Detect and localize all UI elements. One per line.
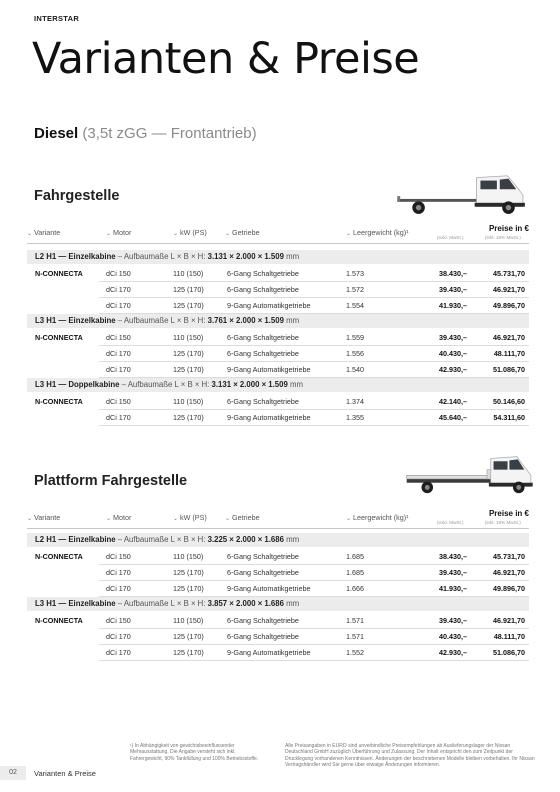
cell-price-net: 39.430,– xyxy=(439,568,467,577)
price-sub-net: (exkl. MwSt.) xyxy=(437,520,464,525)
col-getriebe: ⌄ Getriebe xyxy=(225,228,260,237)
cell-getriebe: 6-Gang Schaltgetriebe xyxy=(227,333,299,342)
col-getriebe: ⌄ Getriebe xyxy=(225,513,260,522)
cell-motor: dCi 150 xyxy=(106,269,131,278)
col-leergewicht: ⌄ Leergewicht (kg)¹ xyxy=(346,228,409,237)
group-header xyxy=(27,597,529,611)
table-row xyxy=(27,629,529,645)
cell-leergewicht: 1.572 xyxy=(346,285,364,294)
cell-motor: dCi 170 xyxy=(106,584,131,593)
cell-getriebe: 9-Gang Automatikgetriebe xyxy=(227,648,311,657)
cell-leergewicht: 1.571 xyxy=(346,616,364,625)
cell-kw: 125 (170) xyxy=(173,648,204,657)
col-preise: Preise in € xyxy=(488,509,529,518)
cell-kw: 125 (170) xyxy=(173,349,204,358)
group-header xyxy=(27,314,529,328)
cell-kw: 125 (170) xyxy=(173,285,204,294)
cell-leergewicht: 1.554 xyxy=(346,301,364,310)
chevron-down-icon: ⌄ xyxy=(27,231,33,237)
cell-motor: dCi 170 xyxy=(106,413,131,422)
chassis-truck-image xyxy=(389,168,539,226)
col-leergewicht: ⌄ Leergewicht (kg)¹ xyxy=(346,513,409,522)
cell-price-gross: 46.921,70 xyxy=(493,568,525,577)
cell-getriebe: 9-Gang Automatikgetriebe xyxy=(227,301,311,310)
section-title: Plattform Fahrgestelle xyxy=(34,473,188,489)
cell-price-gross: 50.146,60 xyxy=(493,397,525,406)
table-row xyxy=(27,266,529,282)
cell-kw: 125 (170) xyxy=(173,301,204,310)
table-row xyxy=(27,549,529,565)
cell-getriebe: 9-Gang Automatikgetriebe xyxy=(227,413,311,422)
cell-getriebe: 6-Gang Schaltgetriebe xyxy=(227,616,299,625)
cell-getriebe: 9-Gang Automatikgetriebe xyxy=(227,584,311,593)
group-label: – Aufbaumaße L × B × H: xyxy=(115,316,208,325)
price-sub-gross: (inkl. 19% MwSt.) xyxy=(485,235,521,240)
group-name: L2 H1 — Einzelkabine xyxy=(35,535,116,544)
cell-motor: dCi 170 xyxy=(106,301,131,310)
group-name: L3 H1 — Doppelkabine xyxy=(35,380,120,389)
cell-kw: 125 (170) xyxy=(173,632,204,641)
subtitle-fuel: Diesel xyxy=(34,125,79,142)
chevron-down-icon: ⌄ xyxy=(173,516,179,522)
cell-motor: dCi 170 xyxy=(106,648,131,657)
cell-leergewicht: 1.685 xyxy=(346,552,364,561)
page-title: Varianten & Preise xyxy=(32,34,420,84)
cell-price-net: 39.430,– xyxy=(439,333,467,342)
group-label: – Aufbaumaße L × B × H: xyxy=(115,535,208,544)
cell-motor: dCi 170 xyxy=(106,285,131,294)
cell-leergewicht: 1.559 xyxy=(346,333,364,342)
cell-kw: 110 (150) xyxy=(173,397,204,406)
cell-price-gross: 49.896,70 xyxy=(493,301,525,310)
group-unit: mm xyxy=(287,380,303,389)
cell-price-gross: 51.086,70 xyxy=(493,648,525,657)
section-plattform-fahrgestelle xyxy=(27,465,529,675)
cell-price-gross: 46.921,70 xyxy=(493,285,525,294)
page-number: 02 xyxy=(0,766,26,780)
group-dimensions: 3.131 × 2.000 × 1.509 xyxy=(207,252,284,261)
chevron-down-icon: ⌄ xyxy=(225,231,231,237)
cell-price-gross: 54.311,60 xyxy=(493,413,525,422)
cell-kw: 125 (170) xyxy=(173,584,204,593)
price-sub-net: (exkl. MwSt.) xyxy=(437,235,464,240)
col-preise: Preise in € xyxy=(488,224,529,233)
cell-price-net: 42.930,– xyxy=(439,365,467,374)
chevron-down-icon: ⌄ xyxy=(173,231,179,237)
table-row xyxy=(27,394,529,410)
table-row xyxy=(27,362,529,378)
row-divider xyxy=(99,660,529,661)
col-kw: ⌄ kW (PS) xyxy=(173,513,207,522)
cell-price-net: 41.930,– xyxy=(439,301,467,310)
cell-kw: 110 (150) xyxy=(173,552,204,561)
cell-motor: dCi 170 xyxy=(106,365,131,374)
group-header xyxy=(27,533,529,547)
cell-variant: N-CONNECTA xyxy=(35,552,83,561)
table-row xyxy=(27,645,529,661)
group-unit: mm xyxy=(283,252,300,261)
cell-price-gross: 48.111,70 xyxy=(493,349,525,358)
table-row xyxy=(27,565,529,581)
cell-price-net: 38.430,– xyxy=(439,552,467,561)
cell-kw: 110 (150) xyxy=(173,269,204,278)
cell-price-gross: 46.921,70 xyxy=(493,333,525,342)
table-row xyxy=(27,581,529,597)
table-row xyxy=(27,346,529,362)
cell-kw: 125 (170) xyxy=(173,413,204,422)
cell-price-net: 41.930,– xyxy=(439,584,467,593)
cell-kw: 125 (170) xyxy=(173,365,204,374)
cell-price-gross: 45.731,70 xyxy=(493,552,525,561)
cell-motor: dCi 170 xyxy=(106,632,131,641)
chevron-down-icon: ⌄ xyxy=(225,516,231,522)
col-motor: ⌄ Motor xyxy=(106,228,132,237)
section-fahrgestelle xyxy=(27,180,529,430)
cell-getriebe: 6-Gang Schaltgetriebe xyxy=(227,632,299,641)
chevron-down-icon: ⌄ xyxy=(346,231,352,237)
group-label: – Aufbaumaße L × B × H: xyxy=(115,599,208,608)
cell-price-gross: 46.921,70 xyxy=(493,616,525,625)
cell-getriebe: 9-Gang Automatikgetriebe xyxy=(227,365,311,374)
group-name: L2 H1 — Einzelkabine xyxy=(35,252,116,261)
cell-getriebe: 6-Gang Schaltgetriebe xyxy=(227,552,299,561)
group-name: L3 H1 — Einzelkabine xyxy=(35,599,116,608)
cell-variant: N-CONNECTA xyxy=(35,397,83,406)
col-motor: ⌄ Motor xyxy=(106,513,132,522)
group-unit: mm xyxy=(283,316,300,325)
cell-getriebe: 6-Gang Schaltgetriebe xyxy=(227,349,299,358)
cell-motor: dCi 170 xyxy=(106,568,131,577)
group-header xyxy=(27,378,529,392)
cell-leergewicht: 1.573 xyxy=(346,269,364,278)
footnote-weight: ¹) In Abhängigkeit von gewichtsbeeinflussender Mehrausstattung. Die Angabe versteht sich inkl. Fahrergewicht, 90% Tankfüllung und 100% Betriebsstoffe. xyxy=(130,743,259,762)
cell-kw: 110 (150) xyxy=(173,616,204,625)
table-row xyxy=(27,282,529,298)
group-name: L3 H1 — Einzelkabine xyxy=(35,316,116,325)
cell-price-gross: 51.086,70 xyxy=(493,365,525,374)
cell-price-net: 40.430,– xyxy=(439,349,467,358)
group-header xyxy=(27,250,529,264)
header-divider xyxy=(27,528,529,529)
group-label: – Aufbaumaße L × B × H: xyxy=(119,380,212,389)
cell-motor: dCi 150 xyxy=(106,552,131,561)
footnote-prices: Alle Preisangaben in EURO sind unverbindliche Preisempfehlungen ab Auslieferungslager der Nissan Deutschland GmbH zuzüglich Überführung und Zulassung. Der Inhalt entspricht den zum Zeitpunkt der Drucklegung vorhandenen Kenntnissen. Änderungen der beschriebenen Modelle bleiben vorbehalten. Ihr Nissan Vertragshändler wird Sie gerne über etwaige Änderungen informieren. xyxy=(285,743,535,768)
cell-getriebe: 6-Gang Schaltgetriebe xyxy=(227,285,299,294)
col-variante: ⌄ Variante xyxy=(27,513,61,522)
cell-variant: N-CONNECTA xyxy=(35,269,83,278)
chevron-down-icon: ⌄ xyxy=(346,516,352,522)
table-row xyxy=(27,410,529,426)
cell-motor: dCi 150 xyxy=(106,397,131,406)
cell-leergewicht: 1.552 xyxy=(346,648,364,657)
cell-leergewicht: 1.685 xyxy=(346,568,364,577)
col-variante: ⌄ Variante xyxy=(27,228,61,237)
cell-kw: 110 (150) xyxy=(173,333,204,342)
chevron-down-icon: ⌄ xyxy=(106,516,112,522)
cell-leergewicht: 1.374 xyxy=(346,397,364,406)
group-dimensions: 3.857 × 2.000 × 1.686 xyxy=(207,599,284,608)
group-dimensions: 3.761 × 2.000 × 1.509 xyxy=(207,316,284,325)
chevron-down-icon: ⌄ xyxy=(106,231,112,237)
cell-price-gross: 45.731,70 xyxy=(493,269,525,278)
footer-title: Varianten & Preise xyxy=(34,769,96,778)
subtitle-detail: (3,5t zGG — Frontantrieb) xyxy=(82,125,257,142)
cell-price-net: 39.430,– xyxy=(439,616,467,625)
chevron-down-icon: ⌄ xyxy=(27,516,33,522)
cell-price-gross: 49.896,70 xyxy=(493,584,525,593)
col-kw: ⌄ kW (PS) xyxy=(173,228,207,237)
cell-price-net: 45.640,– xyxy=(439,413,467,422)
table-row xyxy=(27,613,529,629)
row-divider xyxy=(99,425,529,426)
cell-getriebe: 6-Gang Schaltgetriebe xyxy=(227,269,299,278)
cell-price-net: 42.930,– xyxy=(439,648,467,657)
cell-price-gross: 48.111,70 xyxy=(493,632,525,641)
cell-motor: dCi 150 xyxy=(106,616,131,625)
group-dimensions: 3.225 × 2.000 × 1.686 xyxy=(207,535,284,544)
cell-leergewicht: 1.666 xyxy=(346,584,364,593)
cell-variant: N-CONNECTA xyxy=(35,616,83,625)
header-divider xyxy=(27,243,529,244)
cell-variant: N-CONNECTA xyxy=(35,333,83,342)
cell-leergewicht: 1.540 xyxy=(346,365,364,374)
cell-getriebe: 6-Gang Schaltgetriebe xyxy=(227,568,299,577)
cell-motor: dCi 170 xyxy=(106,349,131,358)
cell-motor: dCi 150 xyxy=(106,333,131,342)
cell-getriebe: 6-Gang Schaltgetriebe xyxy=(227,397,299,406)
group-unit: mm xyxy=(283,599,300,608)
section-title: Fahrgestelle xyxy=(34,188,120,204)
group-label: – Aufbaumaße L × B × H: xyxy=(115,252,208,261)
price-sub-gross: (inkl. 19% MwSt.) xyxy=(485,520,521,525)
cell-leergewicht: 1.556 xyxy=(346,349,364,358)
platform-truck-image xyxy=(403,451,543,507)
table-row xyxy=(27,298,529,314)
group-unit: mm xyxy=(283,535,300,544)
cell-price-net: 39.430,– xyxy=(439,285,467,294)
page-subtitle xyxy=(34,125,257,142)
cell-leergewicht: 1.571 xyxy=(346,632,364,641)
cell-price-net: 42.140,– xyxy=(439,397,467,406)
group-dimensions: 3.131 × 2.000 × 1.509 xyxy=(211,380,288,389)
table-row xyxy=(27,330,529,346)
cell-price-net: 38.430,– xyxy=(439,269,467,278)
cell-kw: 125 (170) xyxy=(173,568,204,577)
cell-price-net: 40.430,– xyxy=(439,632,467,641)
brand-label: INTERSTAR xyxy=(34,14,80,23)
cell-leergewicht: 1.355 xyxy=(346,413,364,422)
